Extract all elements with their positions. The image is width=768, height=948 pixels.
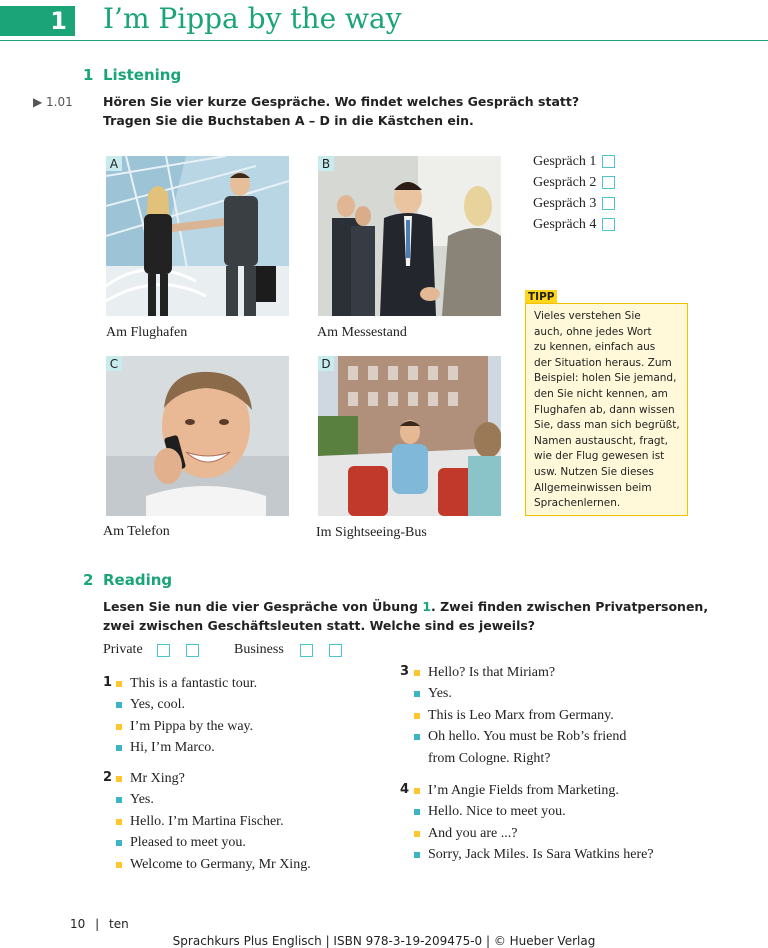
business-row [234,642,342,658]
speaker-blue-bullet [414,734,420,740]
gespraech-row-3: Gespräch 3 [533,193,615,214]
chapter-title: I’m Pippa by the way [103,2,402,35]
dialogue-line: Yes, cool. [116,695,257,717]
caption-sightseeing-bus: Im Sightseeing-Bus [316,525,427,540]
business-box-2[interactable] [329,644,342,657]
photo-trade-fair [318,156,501,316]
private-row [103,642,199,658]
answer-box-4[interactable] [602,218,615,231]
photo-letter-d: D [318,356,334,371]
section1-instruction-1: Hören Sie vier kurze Gespräche. Wo findet welches Gespräch statt? [103,94,580,109]
section2-instruction-1: Lesen Sie nun die vier Gespräche von Übung 1. Zwei finden zwischen Privatpersonen, [103,599,709,614]
speaker-blue-bullet [414,852,420,858]
photo-sightseeing-bus [318,356,501,516]
speaker-blue-bullet [116,745,122,751]
private-box-2[interactable] [186,644,199,657]
speaker-blue-bullet [414,809,420,815]
dialogue-line: Hello. I’m Martina Fischer. [116,811,311,833]
dialogue-line: Hello? Is that Miriam? [414,662,626,684]
page-number: 10 | ten [70,917,129,931]
dialogue-line: I’m Pippa by the way. [116,716,257,738]
section2-instruction-2: zwei zwischen Geschäftsleuten statt. Welche sind es jeweils? [103,618,536,633]
private-label: Private [103,642,143,657]
dialogue-line: Hi, I’m Marco. [116,738,257,760]
dialogue-line: And you are ...? [414,823,654,845]
tipp-line: Flughafen ab, dann wissen [534,403,675,416]
speaker-blue-bullet [116,702,122,708]
speaker-yellow-bullet [414,831,420,837]
section2-number: 2 [83,571,94,589]
dialogue-line: Sorry, Jack Miles. Is Sara Watkins here? [414,845,654,867]
dialogue-line: Pleased to meet you. [116,833,311,855]
dialogue-number: 4 [400,782,410,797]
tipp-line: zu kennen, einfach aus [534,341,656,354]
photo-letter-c: C [106,356,122,371]
speaker-blue-bullet [116,797,122,803]
tipp-label: TIPP [525,290,557,304]
tipp-line: der Situation heraus. Zum [534,356,672,369]
photo-letter-a: A [106,156,122,171]
photo-airport [106,156,289,316]
speaker-blue-bullet [116,840,122,846]
section2-title: Reading [103,571,173,589]
section1-title: Listening [103,66,182,84]
dialogue-line: This is Leo Marx from Germany. [414,705,626,727]
dialogue-number: 2 [103,770,113,785]
dialogue-line: Welcome to Germany, Mr Xing. [116,854,311,876]
exercise-reference: 1 [422,599,432,614]
speaker-yellow-bullet [116,862,122,868]
tipp-line: Vieles verstehen Sie [534,310,641,322]
tipp-line: Namen austauscht, fragt, [534,434,668,447]
gespraech-row-2: Gespräch 2 [533,172,615,193]
tipp-line: auch, ohne jedes Wort [534,325,652,338]
section1-number: 1 [83,66,94,84]
business-box-1[interactable] [300,644,313,657]
header-rule [0,40,768,41]
answer-box-1[interactable] [602,155,615,168]
private-box-1[interactable] [157,644,170,657]
gespraech-list [533,151,615,235]
photo-letter-b: B [318,156,334,171]
gespraech-row-4: Gespräch 4 [533,214,615,235]
speaker-yellow-bullet [414,788,420,794]
speaker-yellow-bullet [116,724,122,730]
dialogue-line: Mr Xing? [116,768,311,790]
caption-airport: Am Flughafen [106,325,188,340]
dialogue-line: Hello. Nice to meet you. [414,802,654,824]
tipp-line: usw. Nutzen Sie dieses [534,465,654,478]
speaker-yellow-bullet [116,681,122,687]
imprint: Sprachkurs Plus Englisch | ISBN 978-3-19-209475-0 | © Hueber Verlag [172,934,596,948]
dialogue-line-continuation: from Cologne. Right? [428,750,551,766]
gespraech-row-1: Gespräch 1 [533,151,615,172]
tipp-line: Sie, dass man sich begrüßt, [534,419,680,432]
speaker-yellow-bullet [414,670,420,676]
dialogue-line: I’m Angie Fields from Marketing. [414,780,654,802]
caption-phone: Am Telefon [103,524,170,539]
audio-track-label[interactable]: ▶ 1.01 [33,95,73,109]
business-label: Business [234,642,284,657]
speaker-yellow-bullet [116,776,122,782]
speaker-blue-bullet [414,691,420,697]
tipp-line: Beispiel: holen Sie jemand, [534,372,677,385]
answer-box-2[interactable] [602,176,615,189]
dialogue-line: This is a fantastic tour. [116,673,257,695]
speaker-yellow-bullet [414,713,420,719]
photo-phone [106,356,289,516]
dialogue-line: Oh hello. You must be Rob’s friend [414,727,626,749]
tipp-box [525,303,688,516]
chapter-number: 1 [50,7,67,35]
dialogue-line: Yes. [414,684,626,706]
speaker-yellow-bullet [116,819,122,825]
chapter-number-box [0,6,75,36]
tipp-line: wie der Flug gewesen ist [534,450,665,463]
dialogue-number: 1 [103,675,113,690]
section1-instruction-2: Tragen Sie die Buchstaben A – D in die Kästchen ein. [103,113,474,128]
tipp-line: den Sie nicht kennen, am [534,387,668,400]
dialogue-number: 3 [400,664,410,679]
answer-box-3[interactable] [602,197,615,210]
tipp-line: Sprachenlernen. [534,497,621,510]
dialogue-line: Yes. [116,790,311,812]
caption-trade-fair: Am Messestand [317,325,407,340]
tipp-line: Allgemeinwissen beim [534,481,652,494]
